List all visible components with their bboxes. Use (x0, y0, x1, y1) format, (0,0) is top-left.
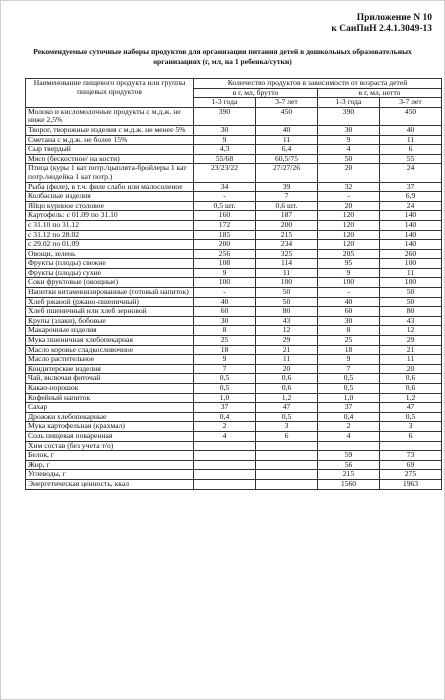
net-1-3-cell: 4 (318, 145, 380, 155)
gross-3-7-cell: 215 (256, 230, 318, 240)
gross-3-7-cell: 0,6 шт. (256, 201, 318, 211)
gross-1-3-cell: 9 (194, 135, 256, 145)
net-3-7-cell: 260 (380, 249, 442, 259)
gross-3-7-cell: 0,5 (256, 412, 318, 422)
table-row (26, 192, 442, 202)
gross-age-3-7-header: 3-7 лет (256, 98, 318, 108)
net-1-3-cell: 4 (318, 431, 380, 441)
gross-3-7-cell: 114 (256, 259, 318, 269)
net-3-7-cell: 11 (380, 135, 442, 145)
net-3-7-cell: 11 (380, 268, 442, 278)
product-name-cell: Сметана с м.д.ж. не более 15% (26, 135, 194, 145)
gross-1-3-cell (194, 441, 256, 451)
net-1-3-cell: 30 (318, 316, 380, 326)
net-age-1-3-header: 1-3 года (318, 98, 380, 108)
gross-3-7-cell (256, 470, 318, 480)
net-1-3-cell: 9 (318, 355, 380, 365)
gross-3-7-cell: 0,6 (256, 374, 318, 384)
product-name-cell: Овощи, зелень (26, 249, 194, 259)
product-name-cell: с 29.02 по 01.09 (26, 240, 194, 250)
net-1-3-cell: 20 (318, 164, 380, 182)
net-1-3-cell: 95 (318, 259, 380, 269)
gross-1-3-cell (194, 460, 256, 470)
gross-1-3-cell: 2 (194, 422, 256, 432)
appendix-number: Приложение N 10 (356, 13, 432, 23)
net-3-7-cell: 80 (380, 307, 442, 317)
gross-3-7-cell: 50 (256, 297, 318, 307)
table-row (26, 336, 442, 346)
appendix-reference: к СанПиН 2.4.1.3049-13 (331, 24, 432, 34)
table-row (26, 460, 442, 470)
gross-3-7-cell: 325 (256, 249, 318, 259)
table-row (26, 278, 442, 288)
table-row (26, 164, 442, 182)
net-1-3-cell: 1560 (318, 479, 380, 489)
gross-1-3-cell (194, 479, 256, 489)
product-name-cell: Фрукты (плоды) сухие (26, 268, 194, 278)
table-row (26, 393, 442, 403)
gross-1-3-cell: 4 (194, 431, 256, 441)
product-name-cell: Мука пшеничная хлебопекарная (26, 336, 194, 346)
gross-age-1-3-header: 1-3 года (194, 98, 256, 108)
table-row (26, 307, 442, 317)
product-name-cell: Хлеб пшеничный или хлеб зерновой (26, 307, 194, 317)
product-name-cell: Птица (куры 1 кат потр./цыплята-бройлеры 1 кат потр./индейка 1 кат потр.) (26, 164, 194, 182)
gross-1-3-cell: 40 (194, 297, 256, 307)
net-3-7-cell: 6,9 (380, 192, 442, 202)
product-name-cell: Масло коровье сладкосливочное (26, 345, 194, 355)
gross-3-7-cell: 11 (256, 268, 318, 278)
net-1-3-cell: 1,0 (318, 393, 380, 403)
table-row (26, 230, 442, 240)
product-name-cell: Картофель: с 01.09 по 31.10 (26, 211, 194, 221)
net-3-7-cell: 47 (380, 403, 442, 413)
gross-3-7-cell: 12 (256, 326, 318, 336)
net-1-3-cell: 205 (318, 249, 380, 259)
gross-1-3-cell: 30 (194, 316, 256, 326)
table-row (26, 288, 442, 298)
net-1-3-cell: 50 (318, 154, 380, 164)
product-name-header: Наименование пищевого продукта или группы пищевых продуктов (26, 79, 194, 108)
net-3-7-cell: 140 (380, 240, 442, 250)
net-3-7-cell: 24 (380, 201, 442, 211)
net-1-3-cell: 0,4 (318, 412, 380, 422)
net-3-7-cell: 29 (380, 336, 442, 346)
table-row (26, 403, 442, 413)
net-3-7-cell: 0,6 (380, 384, 442, 394)
gross-1-3-cell: 9 (194, 355, 256, 365)
gross-3-7-cell: 6,4 (256, 145, 318, 155)
gross-3-7-cell: 80 (256, 307, 318, 317)
net-3-7-cell: 11 (380, 355, 442, 365)
net-header: в г, мл, нетто (318, 88, 442, 98)
net-1-3-cell: 56 (318, 460, 380, 470)
product-name-cell: Молоко и кисломолочные продукты с м.д.ж. не ниже 2,5% (26, 107, 194, 125)
product-name-cell: Какао-порошок (26, 384, 194, 394)
appendix-label (11, 13, 432, 35)
table-row (26, 211, 442, 221)
gross-1-3-cell (194, 470, 256, 480)
net-3-7-cell: 1,2 (380, 393, 442, 403)
gross-1-3-cell: - (194, 192, 256, 202)
gross-1-3-cell: 1,0 (194, 393, 256, 403)
net-1-3-cell: 0,5 (318, 384, 380, 394)
gross-3-7-cell: 187 (256, 211, 318, 221)
net-3-7-cell: 1963 (380, 479, 442, 489)
gross-3-7-cell (256, 441, 318, 451)
table-row (26, 355, 442, 365)
net-1-3-cell: 9 (318, 135, 380, 145)
gross-1-3-cell: 25 (194, 336, 256, 346)
net-1-3-cell: 20 (318, 201, 380, 211)
net-3-7-cell: 20 (380, 364, 442, 374)
gross-3-7-cell: 0,6 (256, 384, 318, 394)
net-3-7-cell: 73 (380, 451, 442, 461)
gross-1-3-cell: 256 (194, 249, 256, 259)
gross-3-7-cell: 39 (256, 182, 318, 192)
product-name-cell: Сыр твердый (26, 145, 194, 155)
product-name-cell: Кофейный напиток (26, 393, 194, 403)
table-row (26, 441, 442, 451)
net-3-7-cell: 6 (380, 145, 442, 155)
net-1-3-cell: - (318, 192, 380, 202)
gross-1-3-cell: 200 (194, 240, 256, 250)
gross-3-7-cell (256, 460, 318, 470)
gross-1-3-cell: 4,3 (194, 145, 256, 155)
table-row (26, 220, 442, 230)
gross-1-3-cell: 0,4 (194, 412, 256, 422)
table-row (26, 479, 442, 489)
product-name-cell: Углеводы, г (26, 470, 194, 480)
net-1-3-cell: 2 (318, 422, 380, 432)
gross-1-3-cell: 0,5 шт. (194, 201, 256, 211)
gross-3-7-cell: 11 (256, 135, 318, 145)
food-norms-table (25, 78, 442, 490)
gross-3-7-cell: 27/27/26 (256, 164, 318, 182)
net-1-3-cell: - (318, 288, 380, 298)
header-row-1 (26, 79, 442, 89)
net-3-7-cell (380, 441, 442, 451)
gross-1-3-cell: 9 (194, 268, 256, 278)
product-name-cell: Хлеб ржаной (ржано-пшеничный) (26, 297, 194, 307)
net-3-7-cell: 450 (380, 107, 442, 125)
net-3-7-cell: 69 (380, 460, 442, 470)
net-1-3-cell: 100 (318, 278, 380, 288)
net-3-7-cell: 12 (380, 326, 442, 336)
net-3-7-cell: 24 (380, 164, 442, 182)
net-3-7-cell: 43 (380, 316, 442, 326)
gross-1-3-cell: 0,5 (194, 374, 256, 384)
net-1-3-cell: 8 (318, 326, 380, 336)
product-name-cell: Яйцо куриное столовое (26, 201, 194, 211)
table-row (26, 297, 442, 307)
table-row (26, 451, 442, 461)
table-row (26, 470, 442, 480)
net-1-3-cell: 120 (318, 220, 380, 230)
product-name-cell: Мясо (бескостное/ на кости) (26, 154, 194, 164)
net-3-7-cell: 0,5 (380, 412, 442, 422)
table-row (26, 316, 442, 326)
table-row (26, 145, 442, 155)
product-name-cell: Макаронные изделия (26, 326, 194, 336)
table-row (26, 364, 442, 374)
gross-3-7-cell: 100 (256, 278, 318, 288)
net-3-7-cell: 6 (380, 431, 442, 441)
table-row (26, 135, 442, 145)
gross-1-3-cell: 100 (194, 278, 256, 288)
net-1-3-cell: 120 (318, 240, 380, 250)
net-1-3-cell: 120 (318, 230, 380, 240)
product-name-cell: Творог, творожные изделия с м.д.ж. не менее 5% (26, 125, 194, 135)
net-3-7-cell: 50 (380, 288, 442, 298)
table-row (26, 412, 442, 422)
net-1-3-cell: 390 (318, 107, 380, 125)
net-3-7-cell: 100 (380, 278, 442, 288)
table-row (26, 384, 442, 394)
gross-3-7-cell: 20 (256, 364, 318, 374)
table-row (26, 107, 442, 125)
gross-1-3-cell: 160 (194, 211, 256, 221)
gross-3-7-cell: 60,5/75 (256, 154, 318, 164)
product-name-cell: Чай, включая фиточай (26, 374, 194, 384)
gross-1-3-cell: 60 (194, 307, 256, 317)
gross-1-3-cell: 18 (194, 345, 256, 355)
net-age-3-7-header: 3-7 лет (380, 98, 442, 108)
gross-header: в г, мл, брутто (194, 88, 318, 98)
product-name-cell: Соки фруктовые (овощные) (26, 278, 194, 288)
table-row (26, 249, 442, 259)
quantity-header: Количество продуктов в зависимости от возраста детей (194, 79, 442, 89)
net-1-3-cell: 120 (318, 211, 380, 221)
net-1-3-cell: 30 (318, 125, 380, 135)
product-name-cell: Рыба (филе), в т.ч. филе слабо или малосоленое (26, 182, 194, 192)
net-3-7-cell: 3 (380, 422, 442, 432)
table-row (26, 374, 442, 384)
product-name-cell: Кондитерские изделия (26, 364, 194, 374)
product-name-cell: Колбасные изделия (26, 192, 194, 202)
gross-1-3-cell: 0,5 (194, 384, 256, 394)
table-row (26, 259, 442, 269)
net-3-7-cell: 21 (380, 345, 442, 355)
product-name-cell: Хим состав (без учета т/о) (26, 441, 194, 451)
net-1-3-cell: 0,5 (318, 374, 380, 384)
product-name-cell: Масло растительное (26, 355, 194, 365)
gross-3-7-cell: 3 (256, 422, 318, 432)
gross-1-3-cell: 185 (194, 230, 256, 240)
gross-3-7-cell: 6 (256, 431, 318, 441)
gross-3-7-cell: 7 (256, 192, 318, 202)
net-1-3-cell: 25 (318, 336, 380, 346)
gross-1-3-cell: 30 (194, 125, 256, 135)
table-row (26, 431, 442, 441)
net-3-7-cell: 275 (380, 470, 442, 480)
product-name-cell: Энергетическая ценность, ккал (26, 479, 194, 489)
gross-3-7-cell (256, 479, 318, 489)
gross-1-3-cell: 37 (194, 403, 256, 413)
net-1-3-cell (318, 441, 380, 451)
table-row (26, 182, 442, 192)
product-name-cell: Крупы (злаки), бобовые (26, 316, 194, 326)
gross-1-3-cell: 172 (194, 220, 256, 230)
product-name-cell: Фрукты (плоды) свежие (26, 259, 194, 269)
product-name-cell: Мука картофельная (крахмал) (26, 422, 194, 432)
net-3-7-cell: 100 (380, 259, 442, 269)
product-name-cell: Белок, г (26, 451, 194, 461)
product-name-cell: Дрожжи хлебопекарные (26, 412, 194, 422)
net-3-7-cell: 37 (380, 182, 442, 192)
product-name-cell: Соль пищевая поваренная (26, 431, 194, 441)
net-3-7-cell: 0,6 (380, 374, 442, 384)
net-3-7-cell: 50 (380, 297, 442, 307)
net-1-3-cell: 32 (318, 182, 380, 192)
gross-3-7-cell: 50 (256, 288, 318, 298)
gross-1-3-cell: 8 (194, 326, 256, 336)
gross-3-7-cell: 29 (256, 336, 318, 346)
gross-3-7-cell: 47 (256, 403, 318, 413)
table-row (26, 268, 442, 278)
product-name-cell: с 31.10 по 31.12 (26, 220, 194, 230)
product-name-cell: с 31.12 по 28.02 (26, 230, 194, 240)
gross-3-7-cell: 234 (256, 240, 318, 250)
net-1-3-cell: 37 (318, 403, 380, 413)
gross-3-7-cell: 43 (256, 316, 318, 326)
gross-1-3-cell: 390 (194, 107, 256, 125)
gross-3-7-cell: 450 (256, 107, 318, 125)
product-name-cell: Сахар (26, 403, 194, 413)
net-3-7-cell: 55 (380, 154, 442, 164)
net-3-7-cell: 140 (380, 211, 442, 221)
net-1-3-cell: 40 (318, 297, 380, 307)
net-3-7-cell: 40 (380, 125, 442, 135)
gross-3-7-cell: 1,2 (256, 393, 318, 403)
table-row (26, 154, 442, 164)
net-1-3-cell: 215 (318, 470, 380, 480)
net-1-3-cell: 59 (318, 451, 380, 461)
gross-3-7-cell: 40 (256, 125, 318, 135)
net-1-3-cell: 18 (318, 345, 380, 355)
product-name-cell: Напитки витаминизированные (готовый напиток) (26, 288, 194, 298)
gross-3-7-cell: 200 (256, 220, 318, 230)
table-row (26, 422, 442, 432)
gross-1-3-cell: 108 (194, 259, 256, 269)
gross-3-7-cell (256, 451, 318, 461)
net-1-3-cell: 7 (318, 364, 380, 374)
table-row (26, 240, 442, 250)
table-row (26, 201, 442, 211)
table-row (26, 326, 442, 336)
gross-1-3-cell: 23/23/22 (194, 164, 256, 182)
gross-1-3-cell: 55/68 (194, 154, 256, 164)
gross-1-3-cell: - (194, 288, 256, 298)
gross-1-3-cell: 7 (194, 364, 256, 374)
gross-3-7-cell: 11 (256, 355, 318, 365)
gross-1-3-cell (194, 451, 256, 461)
net-1-3-cell: 9 (318, 268, 380, 278)
gross-3-7-cell: 21 (256, 345, 318, 355)
gross-1-3-cell: 34 (194, 182, 256, 192)
product-name-cell: Жир, г (26, 460, 194, 470)
net-3-7-cell: 140 (380, 230, 442, 240)
table-row (26, 345, 442, 355)
table-row (26, 125, 442, 135)
table-body (26, 107, 442, 489)
net-1-3-cell: 60 (318, 307, 380, 317)
net-3-7-cell: 140 (380, 220, 442, 230)
document-title: Рекомендуемые суточные наборы продуктов для организации питания детей в дошкольных образовательных организациях (г, мл, на 1 ребенка/сутки) (33, 47, 412, 66)
